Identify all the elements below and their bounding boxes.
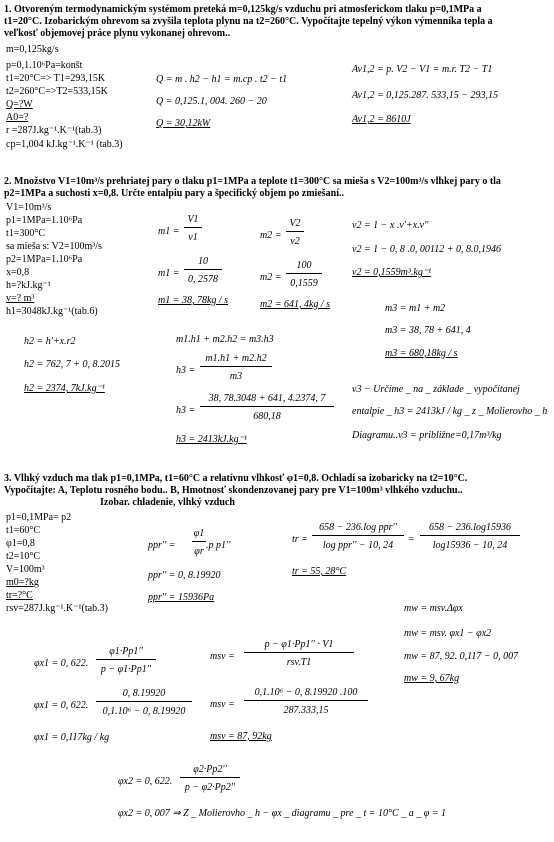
p2-given-7: v=? m³ [6, 293, 35, 304]
problem3-header-line1: 3. Vlhký vzduch ma tlak p1=0,1MPa, t1=60°C a relatívnu vlhkosť φ1=0,8. Ochladí sa izobaricky na t2=10°C. [4, 473, 468, 484]
problem1-header-line3: veľkosť objemovej práce plynu vykonanej ohrevom.. [4, 28, 231, 39]
p3-msv-result: msv = 87, 92kg [210, 731, 272, 742]
p2-given-5: x=0,8 [6, 267, 30, 278]
p3-ppr-rhs: .p p1′′ [206, 540, 231, 551]
p1-given-2: t1=20°C=> T1=293,15K [6, 73, 106, 84]
p2-m2-lhs: m2 = [260, 230, 282, 241]
p3-ppr-num: φ1 [193, 528, 205, 539]
p3-msv-num2: 0,1.10⁶ − 0, 8.19920 .100 [254, 687, 358, 698]
p3-phx2-den: p − φ2·Pp2′′ [184, 782, 236, 793]
p2-m2-den2: 0,1559 [290, 278, 318, 289]
p2-m1-den2: 0, 2578 [188, 274, 218, 285]
fraction-bar [200, 366, 272, 367]
p2-h3-num: m1.h1 + m2.h2 [205, 353, 267, 364]
problem1-header-line1: 1. Otvoreným termodynamickým systémom preteká m=0,125kg/s vzduchu pri atmosferickom tlaku p=0,1MPa a [4, 4, 482, 15]
p2-given-8: h1=3048kJ.kg⁻¹(tab.6) [6, 306, 98, 317]
p2-m2-result: m2 = 641, 4kg / s [260, 299, 331, 310]
p2-m2-den: v2 [290, 236, 300, 247]
p2-m1-result: m1 = 38, 78kg / s [158, 295, 229, 306]
fraction-bar [180, 777, 240, 778]
fraction-bar [420, 535, 520, 536]
p2-h3-0: m1.h1 + m2.h2 = m3.h3 [176, 334, 274, 345]
p2-m1-lhs2: m1 = [158, 268, 180, 279]
p2-h3-num2: 38, 78.3048 + 641, 4.2374, 7 [208, 393, 326, 404]
p3-tr-num2: 658 − 236.log15936 [428, 522, 512, 533]
p2-m3-0: m3 = m1 + m2 [385, 303, 446, 314]
p1-q-eq-0: Q = m . h2 − h1 = m.cp . t2 − t1 [156, 74, 288, 85]
p2-given-0: V1=10m³/s [6, 202, 52, 213]
p3-given-4: V=100m³ [6, 564, 45, 575]
p2-v2-1: v2 = 1 − 0, 8 .0, 00112 + 0, 8.0,1946 [352, 244, 501, 255]
p2-h3-result: h3 = 2413kJ.kg⁻¹ [176, 434, 247, 445]
p1-a-eq-1: Av1,2 = 0,125.287. 533,15 − 293,15 [352, 90, 498, 101]
p2-m3-1: m3 = 38, 78 + 641, 4 [385, 325, 471, 336]
p2-v3-2: Diagramu..v3 = približne=0,17m³/kg [352, 430, 502, 441]
p3-phx2-num: φ2·Pp2′′ [193, 764, 227, 775]
fraction-bar [184, 269, 222, 270]
p2-given-1: p1=1MPa=1.10⁶Pa [6, 215, 83, 226]
p2-m1-num2: 10 [198, 256, 208, 267]
p3-tr-eq: = [408, 534, 415, 545]
p3-given-1: t1=60°C [6, 525, 41, 536]
p1-given-4: Q=?W [6, 99, 33, 110]
p3-msv-lhs2: msv = [210, 699, 235, 710]
fraction-bar [286, 231, 304, 232]
p3-ppr-1: ppr′′ = 0, 8.19920 [148, 570, 221, 581]
problem2-header-line1: 2. Množstvo V1=10m³/s prehriatej pary o tlaku p1=1MPa a teplote t1=300°C sa mieša s V2=100m³/s vlhkej pary o tla [4, 176, 501, 187]
fraction-bar [312, 535, 404, 536]
p3-mw-1: mw = msv. φx1 − φx2 [404, 628, 492, 639]
p2-h2-0: h2 = h′+x.r2 [24, 336, 76, 347]
p3-mw-3: mw = 9, 67kg [404, 673, 460, 684]
p2-m3-2: m3 = 680,18kg / s [385, 348, 458, 359]
p3-phx1-num2: 0, 8.19920 [122, 688, 166, 699]
p3-phx1-den: p − φ1·Pp1′′ [100, 664, 152, 675]
p3-given-3: t2=10°C [6, 551, 41, 562]
problem3-header-line2: Vypočítajte: A, Teplotu rosného bodu.. B, Hmotnosť skondenzovanej pary pre V1=100m³ vlhkého vzduchu.. [4, 485, 463, 496]
p1-given-6: r =287J.kg⁻¹.K⁻¹(tab.3) [6, 125, 102, 136]
p3-phx1-lhs2: φx1 = 0, 622. [34, 700, 89, 711]
p1-a-eq-2: Av1,2 = 8610J [352, 114, 411, 125]
p1-q-eq-2: Q = 30,12kW [156, 118, 211, 129]
p2-h3-den2: 680,18 [253, 411, 281, 422]
p2-h3-den: m3 [229, 371, 243, 382]
p3-phx2-result: φx2 = 0, 007 ⇒ Z _ Molierovho _ h − φx _ diagramu _ pre _ t = 10°C _ a _ φ = 1 [118, 808, 446, 819]
p2-h3-lhs2: h3 = [176, 405, 196, 416]
p2-v3-0: v3 − Určíme _ na _ základe _ vypočítanej [352, 384, 520, 395]
p1-given-3: t2=260°C=>T2=533,15K [6, 86, 108, 97]
p2-m1-num: V1 [187, 214, 199, 225]
p3-ppr-den: φr [194, 546, 204, 557]
p3-ppr-lhs: ppr′′ = [148, 540, 176, 551]
p3-phx1-result: φx1 = 0,117kg / kg [34, 732, 110, 743]
problem2-header-line2: p2=1MPa a suchosti x=0,8. Určte entalpiu pary a špecifický objem po zmiešaní.. [4, 188, 344, 199]
p3-tr-num: 658 − 236.log ppr′′ [319, 522, 397, 533]
p2-v3-1: entalpie _ h3 = 2413kJ / kg _ z _ Molierovho _ h [352, 406, 548, 417]
p3-mw-0: mw = msv.Δφx [404, 603, 463, 614]
p2-m2-num2: 100 [296, 260, 312, 271]
fraction-bar [96, 701, 192, 702]
p1-given-1: p=0,1.10⁶Pa=konšt [6, 60, 83, 71]
p2-v2-2: v2 = 0,1559m³.kg⁻¹ [352, 267, 432, 278]
p3-given-2: φ1=0,8 [6, 538, 35, 549]
p3-given-6: tr=?°C [6, 590, 33, 601]
p1-given-5: A0=? [6, 112, 29, 123]
p3-phx1-num: φ1·Pp1′′ [109, 646, 143, 657]
p1-q-eq-1: Q = 0,125.1, 004. 260 − 20 [156, 96, 267, 107]
p2-given-4: p2=1MPa=1.10⁶Pa [6, 254, 83, 265]
p3-given-7: rsv=287J.kg⁻¹.K⁻¹(tab.3) [6, 603, 108, 614]
p2-m2-num: V2 [289, 218, 301, 229]
fraction-bar [244, 652, 354, 653]
p1-a-eq-0: Av1,2 = p. V2 − V1 = m.r. T2 − T1 [352, 64, 493, 75]
p2-h2-2: h2 = 2374, 7kJ.kg⁻¹ [24, 383, 105, 394]
p3-tr-result: tr = 55, 28°C [292, 566, 347, 577]
p2-h3-lhs: h3 = [176, 365, 196, 376]
p1-given-7: cp=1,004 kJ.kg⁻¹.K⁻¹ (tab.3) [6, 139, 123, 150]
p3-msv-den: rsv.T1 [286, 657, 312, 668]
p3-ppr-2: ppr′′ = 15936Pa [148, 592, 215, 603]
p3-tr-den2: log15936 − 10, 24 [432, 540, 508, 551]
p3-phx1-lhs: φx1 = 0, 622. [34, 658, 89, 669]
p2-given-3: sa mieša s: V2=100m³/s [6, 241, 102, 252]
fraction-bar [184, 227, 202, 228]
p2-given-2: t1=300°C [6, 228, 46, 239]
p2-v2-0: v2 = 1 − x .v′+x.v′′ [352, 220, 429, 231]
p2-m1-den: v1 [188, 232, 198, 243]
fraction-bar [200, 406, 334, 407]
p2-m1-lhs: m1 = [158, 226, 180, 237]
p3-msv-den2: 287.333,15 [283, 705, 329, 716]
p3-given-5: m0=?kg [6, 577, 39, 588]
p3-tr-lhs: tr = [292, 534, 308, 545]
fraction-bar [286, 273, 322, 274]
p3-phx2-lhs: φx2 = 0, 622. [118, 776, 173, 787]
fraction-bar [192, 541, 206, 542]
p2-h2-1: h2 = 762, 7 + 0, 8.2015 [24, 359, 120, 370]
fraction-bar [244, 700, 368, 701]
p1-given-0: m=0,125kg/s [6, 44, 59, 55]
fraction-bar [96, 659, 156, 660]
p3-mw-2: mw = 87, 92. 0,117 − 0, 007 [404, 651, 519, 662]
p3-msv-num: p − φ1·Pp1′′ · V1 [264, 639, 334, 650]
problem3-header-line3: Izobar. chladenie, vlhký vzduch [100, 497, 235, 508]
p2-m2-lhs2: m2 = [260, 272, 282, 283]
p3-msv-lhs: msv = [210, 651, 235, 662]
p3-phx1-den2: 0,1.10⁶ − 0, 8.19920 [102, 706, 186, 717]
p3-tr-den: log ppr′′ − 10, 24 [322, 540, 394, 551]
problem1-header-line2: t1=20°C. Izobarickým ohrevom sa zvyšila teplota plynu na t2=260°C. Vypočítajte tepelný výkon výmenníka tepla a [4, 16, 493, 27]
p2-given-6: h=?kJ.kg⁻¹ [6, 280, 51, 291]
p3-given-0: p1=0,1MPa= p2 [6, 512, 72, 523]
